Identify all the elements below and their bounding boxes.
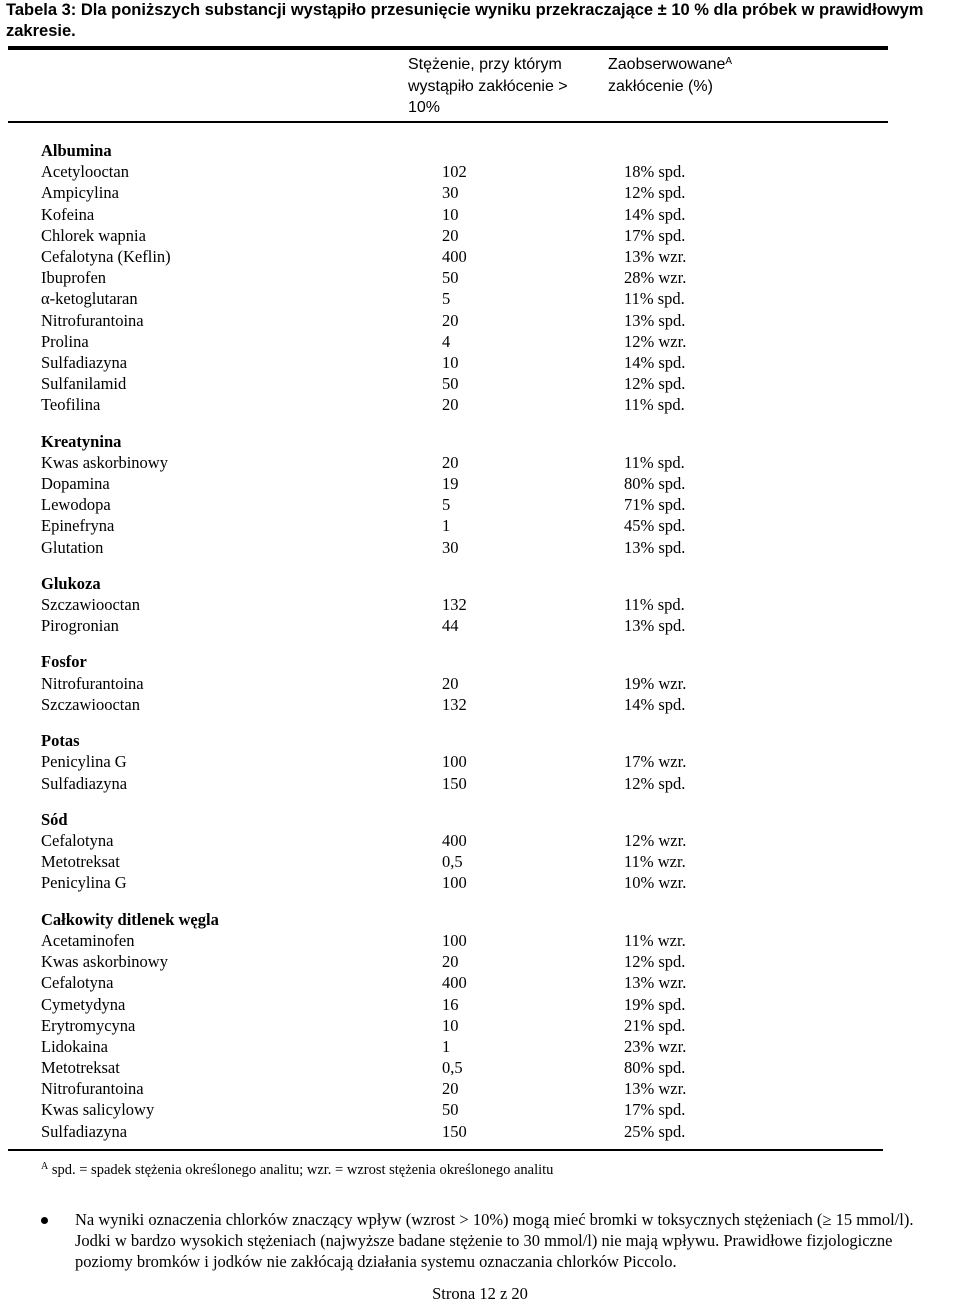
concentration-cell: 0,5	[442, 1058, 463, 1078]
substance-cell: Prolina	[41, 331, 89, 351]
table-row	[41, 1057, 801, 1078]
concentration-cell: 400	[442, 973, 467, 993]
interference-cell: 80% spd.	[624, 474, 686, 494]
chloride-note-text: Na wyniki oznaczenia chlorków znaczący wpływ (wzrost > 10%) mogą mieć bromki w toksycznych stężeniach (≥ 15 mmol/l). Jodki w bardzo wysokich stężeniach (najwyższe badane stężenie to 30 mmol/l) nie mają wpływu. Prawidłowe fizjologiczne poziomy bromków i jodków nie zakłócają działania systemu oznaczania chlorków Piccolo.	[75, 1210, 914, 1271]
interference-cell: 13% spd.	[624, 310, 686, 330]
interference-cell: 71% spd.	[624, 495, 686, 515]
analyte-group	[41, 730, 801, 794]
interference-cell: 12% spd.	[624, 773, 686, 793]
substance-cell: α-ketoglutaran	[41, 289, 138, 309]
substance-cell: Dopamina	[41, 474, 110, 494]
table-end-rule	[8, 1149, 883, 1151]
interference-cell: 17% wzr.	[624, 752, 687, 772]
substance-cell: Kofeina	[41, 204, 95, 224]
chloride-note	[41, 1209, 946, 1272]
concentration-cell: 20	[442, 673, 459, 693]
substance-cell: Erytromycyna	[41, 1015, 136, 1035]
column-header-concentration: Stężenie, przy którym wystąpiło zakłócenie > 10%	[408, 56, 568, 116]
substance-cell: Acetaminofen	[41, 930, 135, 950]
analyte-title: Kreatynina	[41, 431, 122, 451]
substance-cell: Nitrofurantoina	[41, 673, 144, 693]
table-row	[41, 1036, 801, 1057]
interference-cell: 13% spd.	[624, 537, 686, 557]
table-row	[41, 515, 801, 536]
analyte-group	[41, 431, 801, 558]
concentration-cell: 20	[442, 310, 459, 330]
interference-cell: 13% spd.	[624, 616, 686, 636]
substance-cell: Metotreksat	[41, 1058, 120, 1078]
table-row	[41, 452, 801, 473]
table-row	[41, 225, 801, 246]
interference-cell: 11% spd.	[624, 452, 685, 472]
table-row	[41, 615, 801, 636]
column-header-observed	[608, 54, 828, 97]
substance-cell: Pirogronian	[41, 616, 119, 636]
substance-cell: Cefalotyna	[41, 973, 114, 993]
concentration-cell: 100	[442, 930, 467, 950]
table-row	[41, 352, 801, 373]
page-number: Strona 12 z 20	[432, 1284, 528, 1303]
interference-cell: 14% spd.	[624, 204, 686, 224]
substance-cell: Acetylooctan	[41, 162, 129, 182]
concentration-cell: 30	[442, 537, 459, 557]
concentration-cell: 400	[442, 247, 467, 267]
analyte-group	[41, 651, 801, 715]
header-bottom-rule	[8, 121, 888, 123]
substance-cell: Cefalotyna (Keflin)	[41, 247, 171, 267]
substance-cell: Kwas askorbinowy	[41, 952, 168, 972]
interference-cell: 17% spd.	[624, 225, 686, 245]
substance-cell: Sulfadiazyna	[41, 1121, 128, 1141]
table-row	[41, 331, 801, 352]
table-row	[41, 1099, 801, 1120]
footnote	[41, 1161, 553, 1179]
table-row	[41, 994, 801, 1015]
table-row	[41, 972, 801, 993]
concentration-cell: 102	[442, 162, 467, 182]
concentration-cell: 20	[442, 952, 459, 972]
concentration-cell: 20	[442, 1079, 459, 1099]
substance-cell: Metotreksat	[41, 852, 120, 872]
substance-cell: Teofilina	[41, 395, 101, 415]
interference-cell: 45% spd.	[624, 516, 686, 536]
concentration-cell: 16	[442, 994, 459, 1014]
table-row	[41, 394, 801, 415]
interference-cell: 17% spd.	[624, 1100, 686, 1120]
table-row	[41, 872, 801, 893]
observed-label: Zaobserwowane	[608, 56, 726, 73]
table-row	[41, 473, 801, 494]
table-row	[41, 267, 801, 288]
interference-table	[41, 140, 801, 1157]
substance-cell: Penicylina G	[41, 873, 127, 893]
concentration-cell: 10	[442, 352, 459, 372]
substance-cell: Sulfadiazyna	[41, 352, 128, 372]
substance-cell: Kwas salicylowy	[41, 1100, 155, 1120]
table-row	[41, 373, 801, 394]
bullet-icon	[41, 1217, 48, 1224]
substance-cell: Sulfanilamid	[41, 374, 127, 394]
concentration-cell: 20	[442, 452, 459, 472]
concentration-cell: 50	[442, 374, 459, 394]
interference-cell: 23% wzr.	[624, 1036, 687, 1056]
table-row	[41, 161, 801, 182]
concentration-cell: 400	[442, 831, 467, 851]
table-row	[41, 537, 801, 558]
table-row	[41, 288, 801, 309]
interference-cell: 21% spd.	[624, 1015, 686, 1035]
substance-cell: Kwas askorbinowy	[41, 452, 168, 472]
footnote-text: spd. = spadek stężenia określonego analitu; wzr. = wzrost stężenia określonego analitu	[51, 1162, 554, 1178]
interference-cell: 80% spd.	[624, 1058, 686, 1078]
observed-superscript: A	[725, 56, 733, 67]
table-row	[41, 751, 801, 772]
table-row	[41, 494, 801, 515]
interference-cell: 12% spd.	[624, 952, 686, 972]
concentration-cell: 20	[442, 395, 459, 415]
substance-cell: Nitrofurantoina	[41, 310, 144, 330]
substance-cell: Cefalotyna	[41, 831, 114, 851]
concentration-cell: 0,5	[442, 852, 463, 872]
table-row	[41, 1078, 801, 1099]
substance-cell: Nitrofurantoina	[41, 1079, 144, 1099]
concentration-cell: 10	[442, 204, 459, 224]
interference-cell: 13% wzr.	[624, 1079, 687, 1099]
interference-cell: 14% spd.	[624, 694, 686, 714]
table-row	[41, 694, 801, 715]
substance-cell: Lewodopa	[41, 495, 111, 515]
analyte-title: Sód	[41, 809, 68, 829]
interference-cell: 10% wzr.	[624, 873, 687, 893]
concentration-cell: 50	[442, 1100, 459, 1120]
concentration-cell: 5	[442, 495, 451, 515]
table-row	[41, 182, 801, 203]
substance-cell: Szczawiooctan	[41, 694, 140, 714]
concentration-cell: 30	[442, 183, 459, 203]
interference-cell: 14% spd.	[624, 352, 686, 372]
concentration-cell: 132	[442, 595, 467, 615]
analyte-group	[41, 909, 801, 1142]
table-row	[41, 851, 801, 872]
substance-cell: Cymetydyna	[41, 994, 126, 1014]
interference-cell: 11% wzr.	[624, 930, 686, 950]
concentration-cell: 100	[442, 873, 467, 893]
interference-cell: 11% spd.	[624, 289, 685, 309]
analyte-group	[41, 573, 801, 637]
substance-cell: Sulfadiazyna	[41, 773, 128, 793]
substance-cell: Szczawiooctan	[41, 595, 140, 615]
concentration-cell: 19	[442, 474, 459, 494]
footnote-superscript: A	[41, 1161, 49, 1172]
table-caption: Tabela 3: Dla poniższych substancji wystąpiło przesunięcie wyniku przekraczające ± 10 % dla próbek w prawidłowym zakresie.	[6, 1, 924, 40]
substance-cell: Glutation	[41, 537, 104, 557]
concentration-cell: 20	[442, 225, 459, 245]
interference-cell: 13% wzr.	[624, 973, 687, 993]
interference-cell: 12% wzr.	[624, 831, 687, 851]
substance-cell: Penicylina G	[41, 752, 127, 772]
substance-cell: Ibuprofen	[41, 268, 107, 288]
concentration-cell: 5	[442, 289, 451, 309]
table-row	[41, 246, 801, 267]
interference-cell: 19% wzr.	[624, 673, 687, 693]
table-row	[41, 930, 801, 951]
interference-cell: 11% spd.	[624, 595, 685, 615]
table-row	[41, 1015, 801, 1036]
interference-cell: 18% spd.	[624, 162, 686, 182]
interference-cell: 19% spd.	[624, 994, 686, 1014]
substance-cell: Epinefryna	[41, 516, 115, 536]
substance-cell: Lidokaina	[41, 1036, 108, 1056]
table-row	[41, 673, 801, 694]
substance-cell: Chlorek wapnia	[41, 225, 146, 245]
concentration-cell: 1	[442, 1036, 451, 1056]
analyte-group	[41, 140, 801, 416]
observed-label-line2: zakłócenie (%)	[608, 77, 713, 95]
table-row	[41, 773, 801, 794]
concentration-cell: 10	[442, 1015, 459, 1035]
interference-cell: 13% wzr.	[624, 247, 687, 267]
table-row	[41, 204, 801, 225]
concentration-cell: 4	[442, 331, 451, 351]
interference-cell: 25% spd.	[624, 1121, 686, 1141]
interference-cell: 28% wzr.	[624, 268, 687, 288]
analyte-title: Fosfor	[41, 652, 87, 672]
concentration-cell: 1	[442, 516, 451, 536]
concentration-cell: 100	[442, 752, 467, 772]
interference-cell: 12% spd.	[624, 374, 686, 394]
concentration-cell: 44	[442, 616, 459, 636]
concentration-cell: 150	[442, 773, 467, 793]
table-row	[41, 310, 801, 331]
interference-cell: 12% spd.	[624, 183, 686, 203]
table-row	[41, 1121, 801, 1142]
concentration-cell: 132	[442, 694, 467, 714]
concentration-cell: 150	[442, 1121, 467, 1141]
header-top-rule	[8, 46, 888, 50]
interference-cell: 11% wzr.	[624, 852, 686, 872]
analyte-title: Potas	[41, 731, 80, 751]
analyte-title: Całkowity ditlenek węgla	[41, 909, 219, 929]
table-row	[41, 594, 801, 615]
interference-cell: 12% wzr.	[624, 331, 687, 351]
interference-cell: 11% spd.	[624, 395, 685, 415]
analyte-title: Albumina	[41, 141, 112, 160]
analyte-group	[41, 809, 801, 894]
table-row	[41, 951, 801, 972]
substance-cell: Ampicylina	[41, 183, 119, 203]
table-row	[41, 830, 801, 851]
analyte-title: Glukoza	[41, 573, 101, 593]
concentration-cell: 50	[442, 268, 459, 288]
